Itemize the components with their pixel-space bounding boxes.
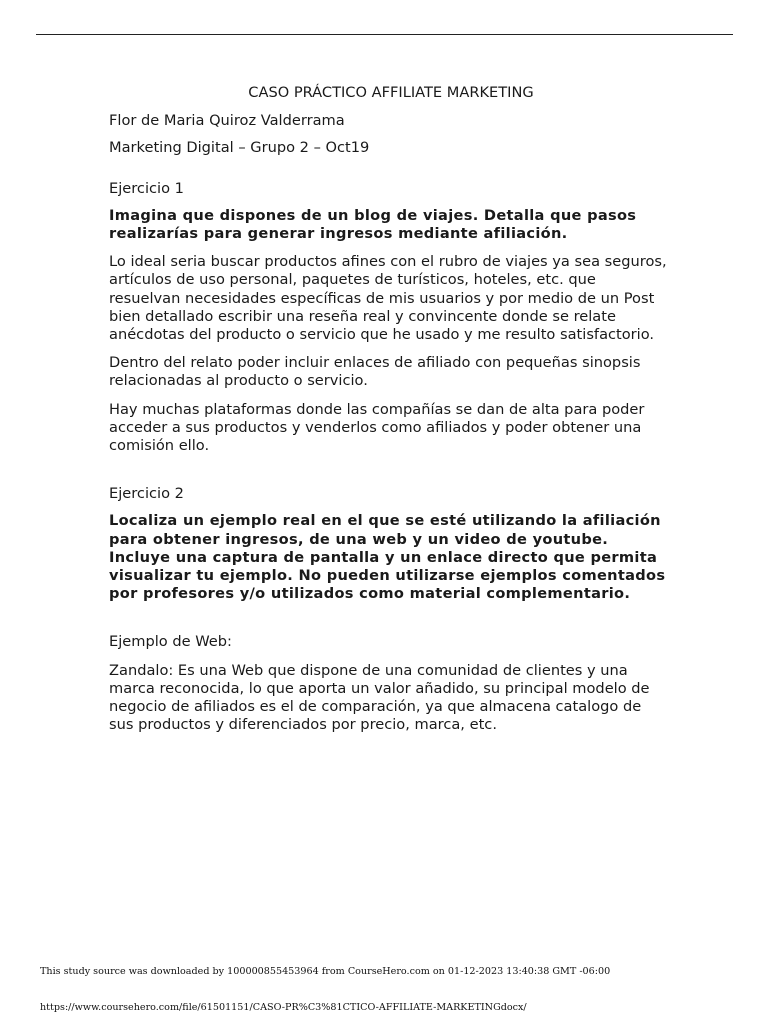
example-text: Zandalo: Es una Web que dispone de una comunidad de clientes y una marca reconocida, lo que aporta un valor añadido, su principal modelo de negocio de afiliados es el de comparación, ya que almacena catalogo de sus productos y diferenciados por precio, marca, etc. (109, 661, 650, 734)
header-divider (36, 34, 733, 35)
exercise1-heading: Ejercicio 1 (109, 179, 184, 197)
exercise1-paragraph: Dentro del relato poder incluir enlaces de afiliado con pequeñas sinopsis relacionadas al producto o servicio. (109, 354, 641, 390)
exercise1-paragraph: Lo ideal seria buscar productos afines con el rubro de viajes ya sea seguros, artículos de uso personal, paquetes de turísticos, hoteles, etc. que resuelvan necesidades específicas de mis usuarios y por medio de un Post bien detallado escribir una reseña real y convincente donde se relate anécdotas del producto o servicio que he usado y me resulto satisfactorio. (109, 253, 667, 344)
author-name: Flor de Maria Quiroz Valderrama (109, 112, 345, 130)
source-url[interactable]: https://www.coursehero.com/file/61501151/CASO-PR%C3%81CTICO-AFFILIATE-MARKETINGdocx/ (40, 1002, 527, 1013)
exercise2-heading: Ejercicio 2 (109, 485, 184, 503)
example-label: Ejemplo de Web: (109, 633, 232, 651)
exercise2-question: Localiza un ejemplo real en el que se esté utilizando la afiliación para obtener ingresos, de una web y un video de youtube. Incluye una captura de pantalla y un enlace directo que permita visualizar tu ejemplo. No pueden utilizarse ejemplos comentados por profesores y/o utilizados como material complementario. (109, 512, 666, 603)
exercise1-question: Imagina que dispones de un blog de viajes. Detalla que pasos realizarías para generar ingresos mediante afiliación. (109, 206, 637, 243)
download-notice: This study source was downloaded by 100000855453964 from CourseHero.com on 01-12-2023 13:40:38 GMT -06:00 (40, 966, 611, 977)
document-body (109, 84, 669, 744)
course-info: Marketing Digital – Grupo 2 – Oct19 (109, 139, 370, 157)
document-title: CASO PRÁCTICO AFFILIATE MARKETING (248, 84, 534, 101)
exercise1-paragraph: Hay muchas plataformas donde las compañías se dan de alta para poder acceder a sus productos y venderlos como afiliados y poder obtener una comisión ello. (109, 400, 645, 455)
